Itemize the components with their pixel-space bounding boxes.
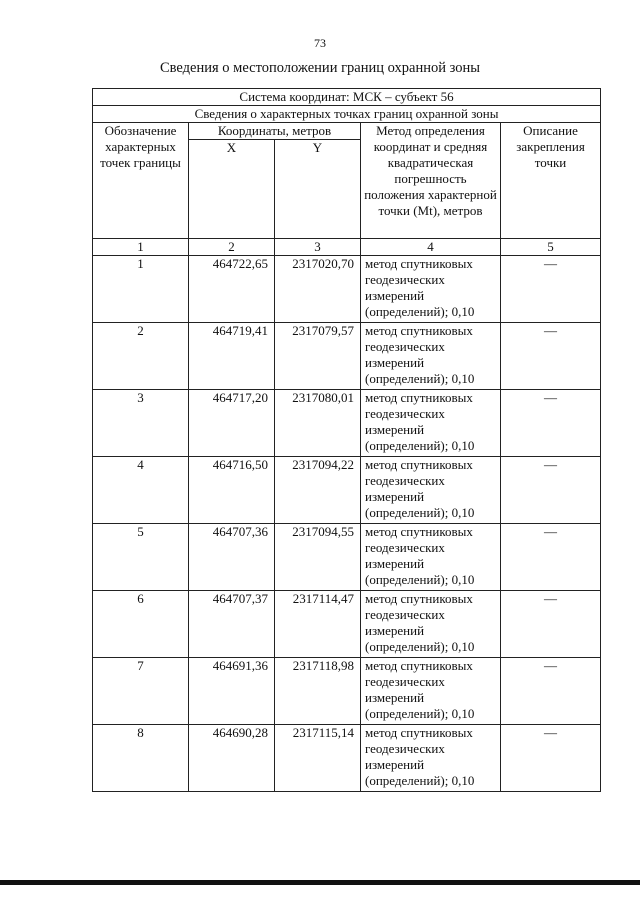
- method-cell: метод спутниковых геодезических измерений (определений); 0,10: [361, 658, 501, 725]
- coordinate-system-row: Система координат: МСК – субъект 56: [93, 89, 601, 106]
- table-row: [93, 658, 601, 725]
- coord-x: 464717,20: [189, 390, 275, 457]
- column-number: 1: [93, 239, 189, 256]
- method-cell: метод спутниковых геодезических измерений (определений); 0,10: [361, 524, 501, 591]
- column-number: 3: [275, 239, 361, 256]
- method-cell: метод спутниковых геодезических измерений (определений); 0,10: [361, 256, 501, 323]
- column-number: 2: [189, 239, 275, 256]
- coord-x: 464722,65: [189, 256, 275, 323]
- description-cell: —: [501, 390, 601, 457]
- points-info-row: Сведения о характерных точках границ охранной зоны: [93, 106, 601, 123]
- method-cell: метод спутниковых геодезических измерений (определений); 0,10: [361, 591, 501, 658]
- table-row: [93, 524, 601, 591]
- point-number: 5: [93, 524, 189, 591]
- point-number: 7: [93, 658, 189, 725]
- header-y: Y: [275, 140, 361, 239]
- boundary-points-table: [92, 88, 601, 792]
- description-cell: —: [501, 591, 601, 658]
- coord-y: 2317079,57: [275, 323, 361, 390]
- description-cell: —: [501, 457, 601, 524]
- method-cell: метод спутниковых геодезических измерений (определений); 0,10: [361, 457, 501, 524]
- header-coordinates: Координаты, метров: [189, 123, 361, 140]
- coord-x: 464716,50: [189, 457, 275, 524]
- table-row: [93, 457, 601, 524]
- table-row: [93, 390, 601, 457]
- coord-y: 2317094,22: [275, 457, 361, 524]
- method-cell: метод спутниковых геодезических измерений (определений); 0,10: [361, 725, 501, 792]
- column-numbers-row: [93, 239, 601, 256]
- point-number: 3: [93, 390, 189, 457]
- coord-x: 464707,36: [189, 524, 275, 591]
- page-number: 73: [314, 36, 326, 50]
- point-number: 2: [93, 323, 189, 390]
- coord-x: 464719,41: [189, 323, 275, 390]
- method-cell: метод спутниковых геодезических измерений (определений); 0,10: [361, 390, 501, 457]
- coord-y: 2317080,01: [275, 390, 361, 457]
- description-cell: —: [501, 256, 601, 323]
- description-cell: —: [501, 658, 601, 725]
- coord-y: 2317020,70: [275, 256, 361, 323]
- header-x: X: [189, 140, 275, 239]
- column-number: 4: [361, 239, 501, 256]
- point-number: 1: [93, 256, 189, 323]
- document-title: Сведения о местоположении границ охранной зоны: [159, 60, 480, 76]
- description-cell: —: [501, 323, 601, 390]
- header-method: Метод определения координат и средняя квадратическая погрешность положения характерной точки (Mt), метров: [361, 123, 501, 239]
- column-number: 5: [501, 239, 601, 256]
- coord-y: 2317115,14: [275, 725, 361, 792]
- table-row: [93, 725, 601, 792]
- coord-y: 2317118,98: [275, 658, 361, 725]
- point-number: 8: [93, 725, 189, 792]
- bottom-rule: [0, 880, 640, 885]
- header-designation: Обозначение характерных точек границы: [93, 123, 189, 239]
- point-number: 4: [93, 457, 189, 524]
- table-row: [93, 323, 601, 390]
- point-number: 6: [93, 591, 189, 658]
- coord-x: 464691,36: [189, 658, 275, 725]
- coord-y: 2317114,47: [275, 591, 361, 658]
- table-row: [93, 591, 601, 658]
- method-cell: метод спутниковых геодезических измерений (определений); 0,10: [361, 323, 501, 390]
- coord-x: 464690,28: [189, 725, 275, 792]
- coord-y: 2317094,55: [275, 524, 361, 591]
- table-row: [93, 256, 601, 323]
- header-description: Описание закрепления точки: [501, 123, 601, 239]
- description-cell: —: [501, 524, 601, 591]
- description-cell: —: [501, 725, 601, 792]
- coord-x: 464707,37: [189, 591, 275, 658]
